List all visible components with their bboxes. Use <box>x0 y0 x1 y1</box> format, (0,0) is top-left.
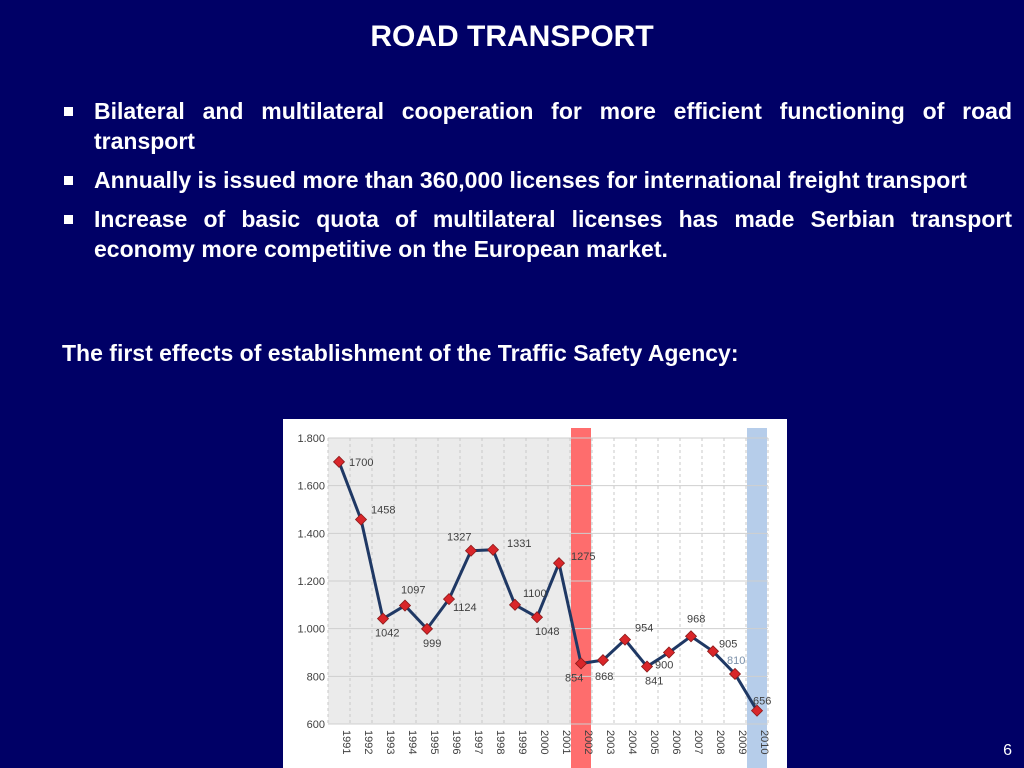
data-label: 1042 <box>375 627 400 640</box>
data-label: 1327 <box>447 531 472 544</box>
x-tick-label: 2006 <box>670 730 682 755</box>
x-tick-label: 2009 <box>736 730 748 755</box>
data-label: 999 <box>423 637 442 650</box>
data-label: 1097 <box>401 584 426 597</box>
line-chart <box>283 419 787 768</box>
data-label: 968 <box>687 613 706 626</box>
x-tick-label: 2004 <box>626 730 638 755</box>
data-label: 1275 <box>571 551 596 564</box>
data-label: 854 <box>565 672 584 685</box>
data-label: 905 <box>719 638 738 651</box>
y-tick-label: 1.800 <box>297 433 325 445</box>
section-subtitle: The first effects of establishment of the Traffic Safety Agency: <box>62 340 739 366</box>
data-label: 810 <box>727 654 746 667</box>
data-label: 954 <box>635 622 654 635</box>
bullet-list <box>62 96 1012 273</box>
bullet-text: Bilateral and multilateral cooperation for more efficient functioning of road transport <box>94 98 1012 154</box>
x-tick-label: 1998 <box>494 730 506 755</box>
x-tick-label: 1996 <box>450 730 462 755</box>
data-label: 1048 <box>535 626 560 639</box>
square-bullet-icon <box>64 176 73 185</box>
x-tick-label: 2003 <box>604 730 616 755</box>
x-tick-label: 2001 <box>560 730 572 755</box>
data-label: 1124 <box>453 602 477 615</box>
highlight-band-2010 <box>747 428 767 768</box>
x-tick-label: 2010 <box>758 730 770 755</box>
data-label: 656 <box>753 695 772 708</box>
x-tick-label: 2007 <box>692 730 704 755</box>
x-tick-label: 1997 <box>472 730 484 755</box>
x-tick-label: 2005 <box>648 730 660 755</box>
y-tick-label: 1.400 <box>297 528 325 541</box>
x-tick-label: 2000 <box>538 730 550 755</box>
highlight-band-2002 <box>571 428 591 768</box>
data-label: 868 <box>595 671 614 684</box>
data-label: 900 <box>655 659 674 672</box>
square-bullet-icon <box>64 215 73 224</box>
y-tick-label: 600 <box>306 719 325 731</box>
slide-title: ROAD TRANSPORT <box>370 20 654 53</box>
data-label: 1331 <box>507 537 532 550</box>
y-tick-label: 1.200 <box>297 576 325 588</box>
x-tick-label: 1995 <box>428 730 440 755</box>
bullet-item <box>62 165 1012 195</box>
y-tick-label: 800 <box>306 671 325 684</box>
x-tick-label: 2002 <box>582 730 594 755</box>
square-bullet-icon <box>64 107 73 116</box>
bullet-text: Annually is issued more than 360,000 licenses for international freight transport <box>94 167 967 193</box>
x-tick-label: 1994 <box>406 730 418 755</box>
page-number: 6 <box>1003 742 1012 759</box>
x-tick-label: 1999 <box>516 730 528 755</box>
bullet-text: Increase of basic quota of multilateral licenses has made Serbian transport economy more competitive on the European market. <box>94 206 1012 262</box>
x-tick-label: 1992 <box>362 730 374 755</box>
data-label: 1100 <box>523 587 547 600</box>
x-tick-label: 1993 <box>384 730 396 755</box>
bullet-item <box>62 96 1012 156</box>
data-label: 1700 <box>349 456 374 469</box>
chart-container <box>283 419 787 768</box>
x-tick-label: 2008 <box>714 730 726 755</box>
y-tick-label: 1.600 <box>297 480 325 493</box>
y-tick-label: 1.000 <box>297 623 325 636</box>
bullet-item <box>62 204 1012 264</box>
data-label: 1458 <box>371 504 396 517</box>
x-tick-label: 1991 <box>340 730 352 755</box>
data-label: 841 <box>645 675 664 688</box>
